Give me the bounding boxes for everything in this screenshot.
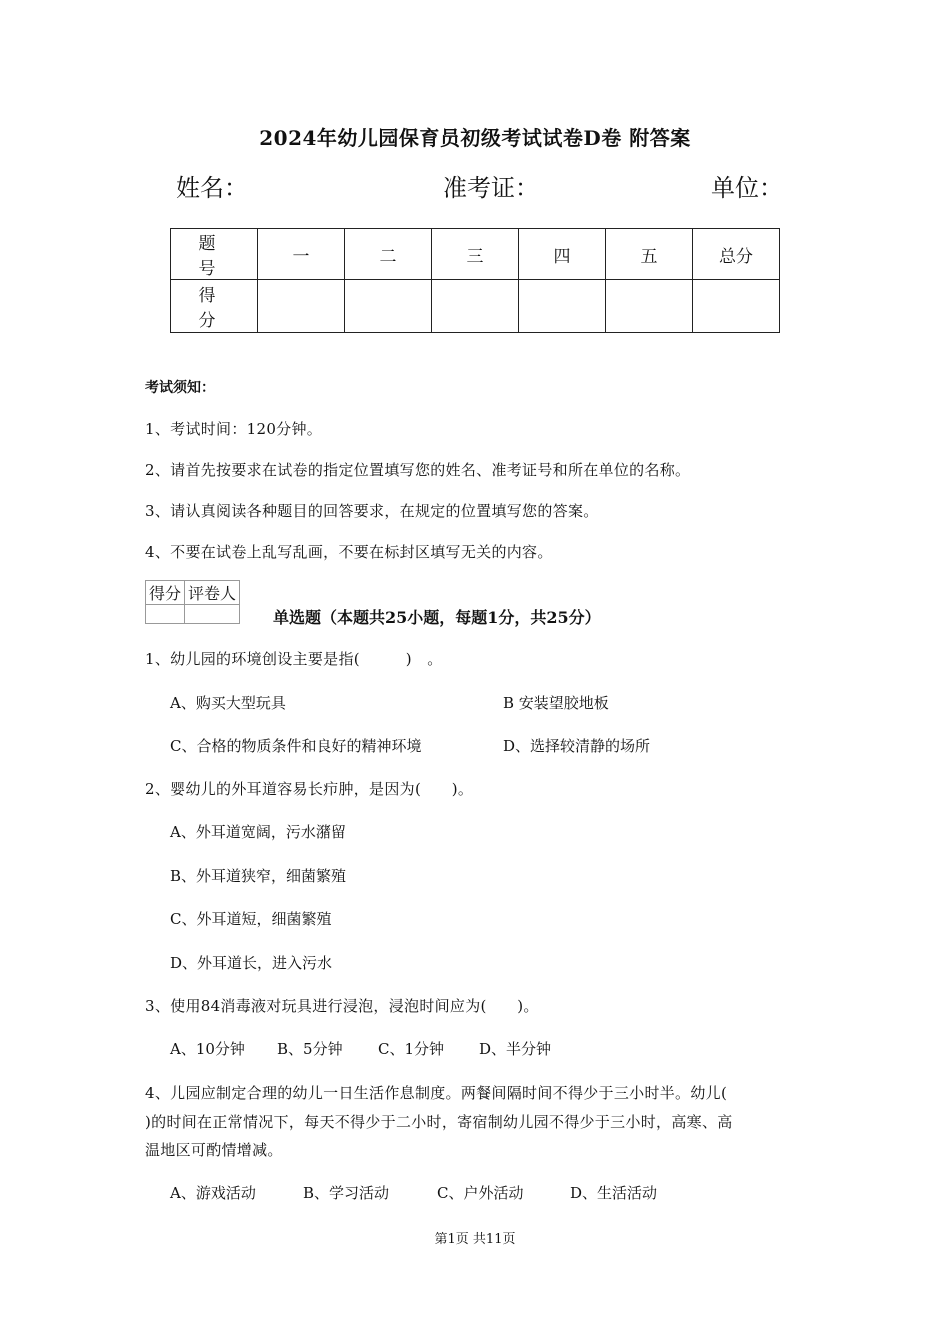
question-option: A、外耳道宽阔，污水潴留 (170, 823, 346, 841)
score-table (170, 228, 780, 333)
question-option: A、10分钟 (170, 1040, 245, 1058)
grader-box-grader-label: 评卷人 (185, 581, 240, 605)
unit-field-label: 单位： (711, 174, 783, 202)
question-option: B、5分钟 (277, 1040, 343, 1058)
question-option: D、选择较清静的场所 (503, 737, 651, 755)
question-option: D、半分钟 (479, 1040, 552, 1058)
score-table-header-row (171, 229, 780, 280)
score-cell (519, 280, 606, 333)
question-option: B、学习活动 (303, 1184, 390, 1202)
question-stem-line: )的时间在正常情况下，每天不得少于二小时，寄宿制幼儿园不得少于三小时，高寒、高 (145, 1113, 733, 1131)
section-title: 单选题（本题共25小题，每题1分，共25分） (273, 608, 601, 627)
score-header-cell: 四 (519, 229, 606, 280)
score-cell (693, 280, 780, 333)
question-option: A、游戏活动 (170, 1184, 256, 1202)
score-cell (345, 280, 432, 333)
notice-item: 2、请首先按要求在试卷的指定位置填写您的姓名、准考证号和所在单位的名称。 (145, 461, 691, 479)
question-option: A、购买大型玩具 (170, 694, 286, 712)
page-title: 2024年幼儿园保育员初级考试试卷D卷 附答案 (259, 126, 691, 150)
question-option: D、外耳道长，进入污水 (170, 954, 333, 972)
question-option: C、户外活动 (437, 1184, 524, 1202)
question-stem-line: 温地区可酌情增减。 (145, 1141, 283, 1159)
notice-item: 1、考试时间：120分钟。 (145, 420, 323, 438)
page-footer: 第1页 共11页 (434, 1232, 516, 1247)
question-stem: 3、使用84消毒液对玩具进行浸泡，浸泡时间应为( )。 (145, 997, 539, 1015)
score-cell (432, 280, 519, 333)
question-stem: 2、婴幼儿的外耳道容易长疖肿，是因为( )。 (145, 780, 474, 798)
notice-heading: 考试须知： (145, 380, 215, 396)
score-row-label: 得 分 (171, 280, 258, 333)
score-header-cell: 一 (258, 229, 345, 280)
notice-item: 3、请认真阅读各种题目的回答要求，在规定的位置填写您的答案。 (145, 502, 599, 520)
question-option: B、外耳道狭窄，细菌繁殖 (170, 867, 347, 885)
score-cell (258, 280, 345, 333)
grader-box-score-cell (146, 605, 185, 624)
question-option: D、生活活动 (570, 1184, 658, 1202)
score-header-cell: 题 号 (171, 229, 258, 280)
score-header-cell: 总分 (693, 229, 780, 280)
question-option: B 安装望胶地板 (503, 694, 609, 712)
question-stem: 1、幼儿园的环境创设主要是指( ) 。 (145, 650, 443, 668)
score-header-cell: 五 (606, 229, 693, 280)
grader-box-score-label: 得分 (146, 581, 185, 605)
score-header-cell: 二 (345, 229, 432, 280)
name-field-label: 姓名： (176, 174, 248, 202)
question-stem-line: 4、儿园应制定合理的幼儿一日生活作息制度。两餐间隔时间不得少于三小时半。幼儿( (145, 1084, 728, 1102)
score-table-score-row (171, 280, 780, 333)
notice-item: 4、不要在试卷上乱写乱画，不要在标封区填写无关的内容。 (145, 543, 553, 561)
grader-box-grader-cell (185, 605, 240, 624)
grader-box (145, 580, 240, 624)
question-option: C、外耳道短，细菌繁殖 (170, 910, 332, 928)
exam-id-field-label: 准考证： (443, 174, 539, 202)
score-header-cell: 三 (432, 229, 519, 280)
question-option: C、合格的物质条件和良好的精神环境 (170, 737, 422, 755)
score-cell (606, 280, 693, 333)
question-option: C、1分钟 (378, 1040, 445, 1058)
